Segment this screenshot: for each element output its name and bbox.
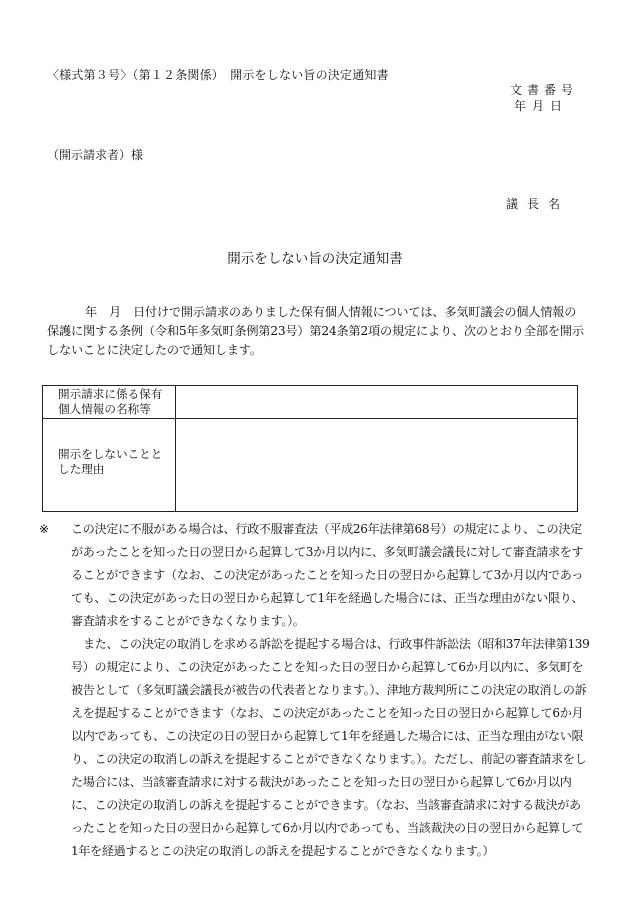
table-value-nondisclosure-reason xyxy=(176,419,577,511)
document-number-label: 文書番号 xyxy=(510,83,579,97)
sender-line: 議長名 xyxy=(506,197,570,211)
body-paragraph xyxy=(47,303,587,360)
document-title: 開示をしない旨の決定通知書 xyxy=(227,251,403,267)
table-value-information-name xyxy=(176,386,577,418)
table-label-information-name: 開示請求に係る保有 個人情報の名称等 xyxy=(43,386,176,418)
notice-section xyxy=(39,518,590,863)
information-table xyxy=(42,385,578,512)
document-date-line: 年月日 xyxy=(514,99,569,113)
notice-appeal-text: この決定に不服がある場合は、行政不服審査法（平成26年法律第68号）の規定により、この決定があったことを知った日の翌日から起算して3か月以内に、多気町議会議長に対して審査請求をすることができます（なお、この決定があったことを知った日の翌日から起算して3か月以内であっても、この決定があった日の翌日から起算して1年を経過した場合には、正当な理由がない限り、審査請求をすることができなくなります。）。 xyxy=(71,522,584,628)
notice-mark: ※ xyxy=(39,522,49,536)
notice-paragraph-lawsuit: また、この決定の取消しを求める訴訟を提起する場合は、行政事件訴訟法（昭和37年法律第139号）の規定により、この決定があったことを知った日の翌日から起算して6か月以内に、多気町を被告として（多気町議会議長が被告の代表者となります。）、津地方裁判所にこの決定の取消しの訴えを提起することができます（なお、この決定があったことを知った日の翌日から起算して6か月以内であっても、この決定の日の翌日から起算して1年を経過した場合には、正当な理由がない限り、この決定の取消しの訴えを提起することができなくなります。）。ただし、前記の審査請求をした場合には、当該審査請求に対する裁決があったことを知った日の翌日から起算して6か月以内に、この決定の取消しの訴えを提起することができます。（なお、当該審査請求に対する裁決があったことを知った日の翌日から起算して6か月以内であっても、当該裁決の日の翌日から起算して1年を経過するとこの決定の取消しの訴えを提起することができなくなります。） xyxy=(71,637,590,858)
table-row-information-name xyxy=(43,386,577,419)
table-row-nondisclosure-reason xyxy=(43,419,577,511)
body-text: 年 月 日付けで開示請求のありました保有個人情報については、多気町議会の個人情報の保護に関する条例（令和5年多気町条例第23号）第24条第2項の規定により、次のとおり全部を開示しないことに決定したので通知します。 xyxy=(47,305,584,357)
notice-paragraph-appeal xyxy=(39,518,590,633)
table-label-nondisclosure-reason: 開示をしないことと した理由 xyxy=(43,419,176,511)
form-header-label: 〈様式第３号〉（第１２条関係） 開示をしない旨の決定通知書 xyxy=(47,68,389,82)
addressee-line: （開示請求者）様 xyxy=(47,148,144,162)
